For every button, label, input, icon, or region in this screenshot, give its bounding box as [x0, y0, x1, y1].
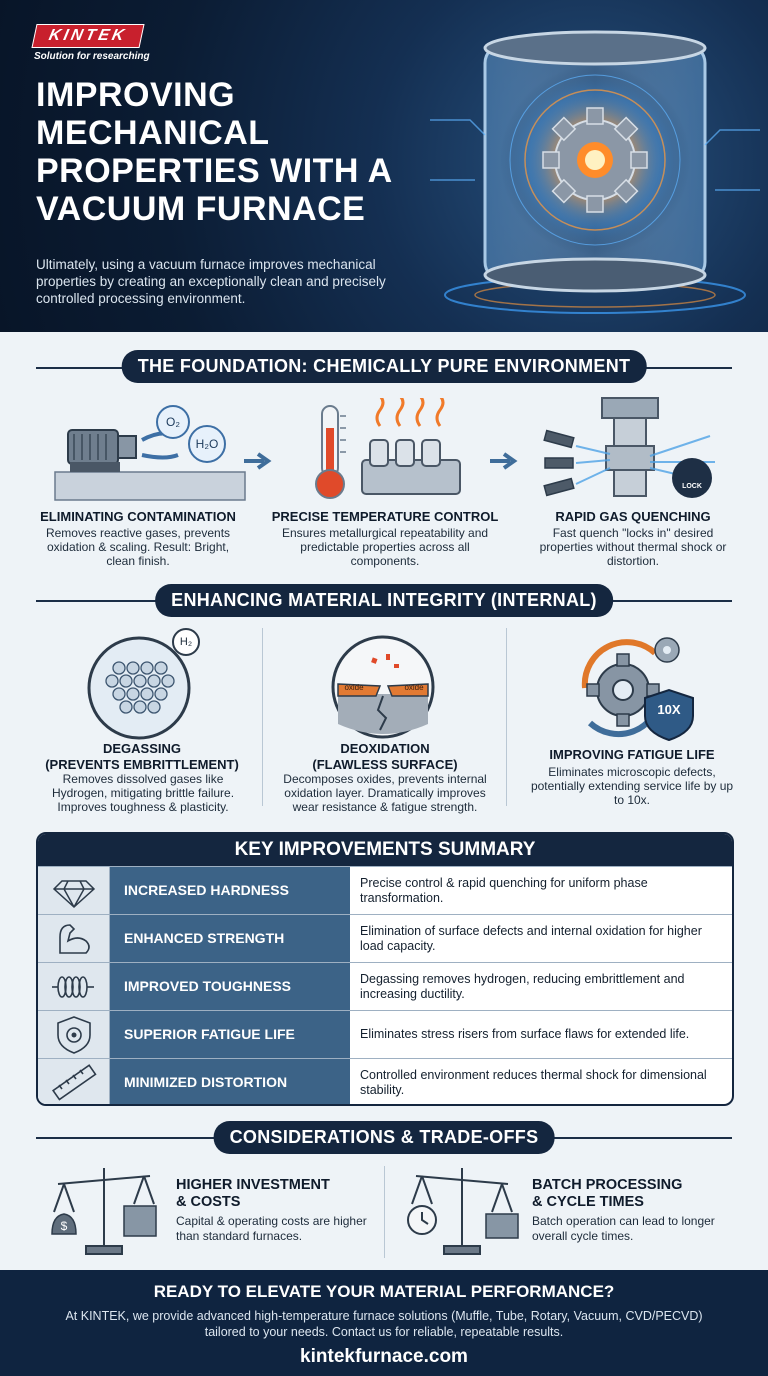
row-name: INCREASED HARDNESS	[110, 867, 350, 914]
website-link[interactable]: kintekfurnace.com	[300, 1346, 468, 1367]
investment-title: HIGHER INVESTMENT & COSTS	[176, 1177, 330, 1210]
gear-cycle-icon	[565, 628, 695, 743]
footer-cta	[0, 1270, 768, 1376]
logo-tagline: Solution for researching	[34, 51, 150, 62]
logo-wordmark: KINTEK	[31, 24, 144, 48]
batch-title: BATCH PROCESSING & CYCLE TIMES	[532, 1177, 683, 1210]
shield-gear-icon	[38, 1011, 110, 1058]
table-row	[38, 914, 732, 962]
arrow-right-icon	[242, 450, 274, 472]
vacuum-furnace-illustration	[430, 10, 760, 320]
lock-icon: LOCK	[672, 458, 712, 498]
muscle-icon	[38, 915, 110, 962]
scale-clock-icon	[402, 1162, 522, 1258]
temperature-title: PRECISE TEMPERATURE CONTROL	[271, 509, 499, 524]
o2-molecule: O₂	[156, 405, 190, 439]
table-row	[38, 1058, 732, 1106]
row-name: SUPERIOR FATIGUE LIFE	[110, 1011, 350, 1058]
kintek-logo	[34, 24, 150, 62]
scale-money-icon	[44, 1162, 164, 1258]
row-desc: Elimination of surface defects and internal oxidation for higher load capacity.	[360, 923, 702, 953]
quenching-title: RAPID GAS QUENCHING	[555, 509, 711, 524]
row-name: IMPROVED TOUGHNESS	[110, 963, 350, 1010]
column-divider	[262, 628, 263, 806]
row-desc: Precise control & rapid quenching for uniform phase transformation.	[360, 875, 648, 905]
column-divider	[384, 1166, 385, 1258]
diamond-icon	[38, 867, 110, 914]
contamination-title: ELIMINATING CONTAMINATION	[40, 509, 236, 524]
contamination-desc: Removes reactive gases, prevents oxidation & scaling. Result: Bright, clean finish.	[45, 526, 231, 568]
deoxidation-title: DEOXIDATION (FLAWLESS SURFACE)	[312, 741, 458, 772]
investment-desc: Capital & operating costs are higher than standard furnaces.	[176, 1214, 367, 1243]
h2o-molecule: H₂O	[188, 425, 226, 463]
foundation-header: THE FOUNDATION: CHEMICALLY PURE ENVIRONMENT	[122, 350, 647, 383]
degassing-title: DEGASSING (PREVENTS EMBRITTLEMENT)	[45, 741, 239, 772]
row-desc: Eliminates stress risers from surface flaws for extended life.	[360, 1027, 690, 1041]
row-desc: Degassing removes hydrogen, reducing embrittlement and increasing ductility.	[360, 971, 685, 1001]
column-divider	[506, 628, 507, 806]
arrow-right-icon	[488, 450, 520, 472]
oxide-label-right: oxide	[404, 683, 424, 692]
table-row	[38, 962, 732, 1010]
degassing-desc: Removes dissolved gases like Hydrogen, mitigating brittle failure. Improves toughness & plasticity.	[51, 772, 235, 814]
spring-icon	[38, 963, 110, 1010]
row-name: MINIMIZED DISTORTION	[110, 1059, 350, 1106]
row-desc: Controlled environment reduces thermal shock for dimensional stability.	[360, 1067, 707, 1097]
table-row	[38, 866, 732, 914]
deoxidation-desc: Decomposes oxides, prevents internal oxidation layer. Dramatically improves wear resistance & fatigue strength.	[283, 772, 487, 814]
ruler-icon	[38, 1059, 110, 1106]
integrity-header: ENHANCING MATERIAL INTEGRITY (INTERNAL)	[155, 584, 613, 617]
row-name: ENHANCED STRENGTH	[110, 915, 350, 962]
svg-text:$: $	[60, 1219, 68, 1233]
page-subtitle: Ultimately, using a vacuum furnace improves mechanical properties by creating an exceptionally clean and precisely controlled processing environment.	[36, 257, 386, 306]
table-row	[38, 1010, 732, 1058]
summary-header: KEY IMPROVEMENTS SUMMARY	[38, 834, 732, 866]
h2-badge: H₂	[172, 628, 200, 656]
ten-x-badge: 10X	[657, 702, 681, 717]
fatigue-title: IMPROVING FATIGUE LIFE	[549, 747, 715, 762]
quenching-desc: Fast quench "locks in" desired properties without thermal shock or distortion.	[539, 526, 727, 568]
batch-desc: Batch operation can lead to longer overall cycle times.	[532, 1214, 715, 1243]
considerations-header: CONSIDERATIONS & TRADE-OFFS	[214, 1121, 555, 1154]
thermometer-icon	[300, 398, 470, 503]
page-title: IMPROVING MECHANICAL PROPERTIES WITH A VACUUM FURNACE	[36, 76, 392, 228]
summary-table	[36, 832, 734, 1106]
oxide-label-left: oxide	[344, 683, 364, 692]
footer-body: At KINTEK, we provide advanced high-temperature furnace solutions (Muffle, Tube, Rotary, Vacuum, CVD/PECVD) tailored to your needs. Contact us for reliable, repeatable results.	[65, 1309, 703, 1339]
hero-banner	[0, 0, 768, 332]
fatigue-desc: Eliminates microscopic defects, potentially extending service life by up to 10x.	[530, 765, 734, 807]
temperature-desc: Ensures metallurgical repeatability and predictable properties across all components.	[281, 526, 489, 568]
footer-title: READY TO ELEVATE YOUR MATERIAL PERFORMANCE?	[153, 1282, 615, 1301]
